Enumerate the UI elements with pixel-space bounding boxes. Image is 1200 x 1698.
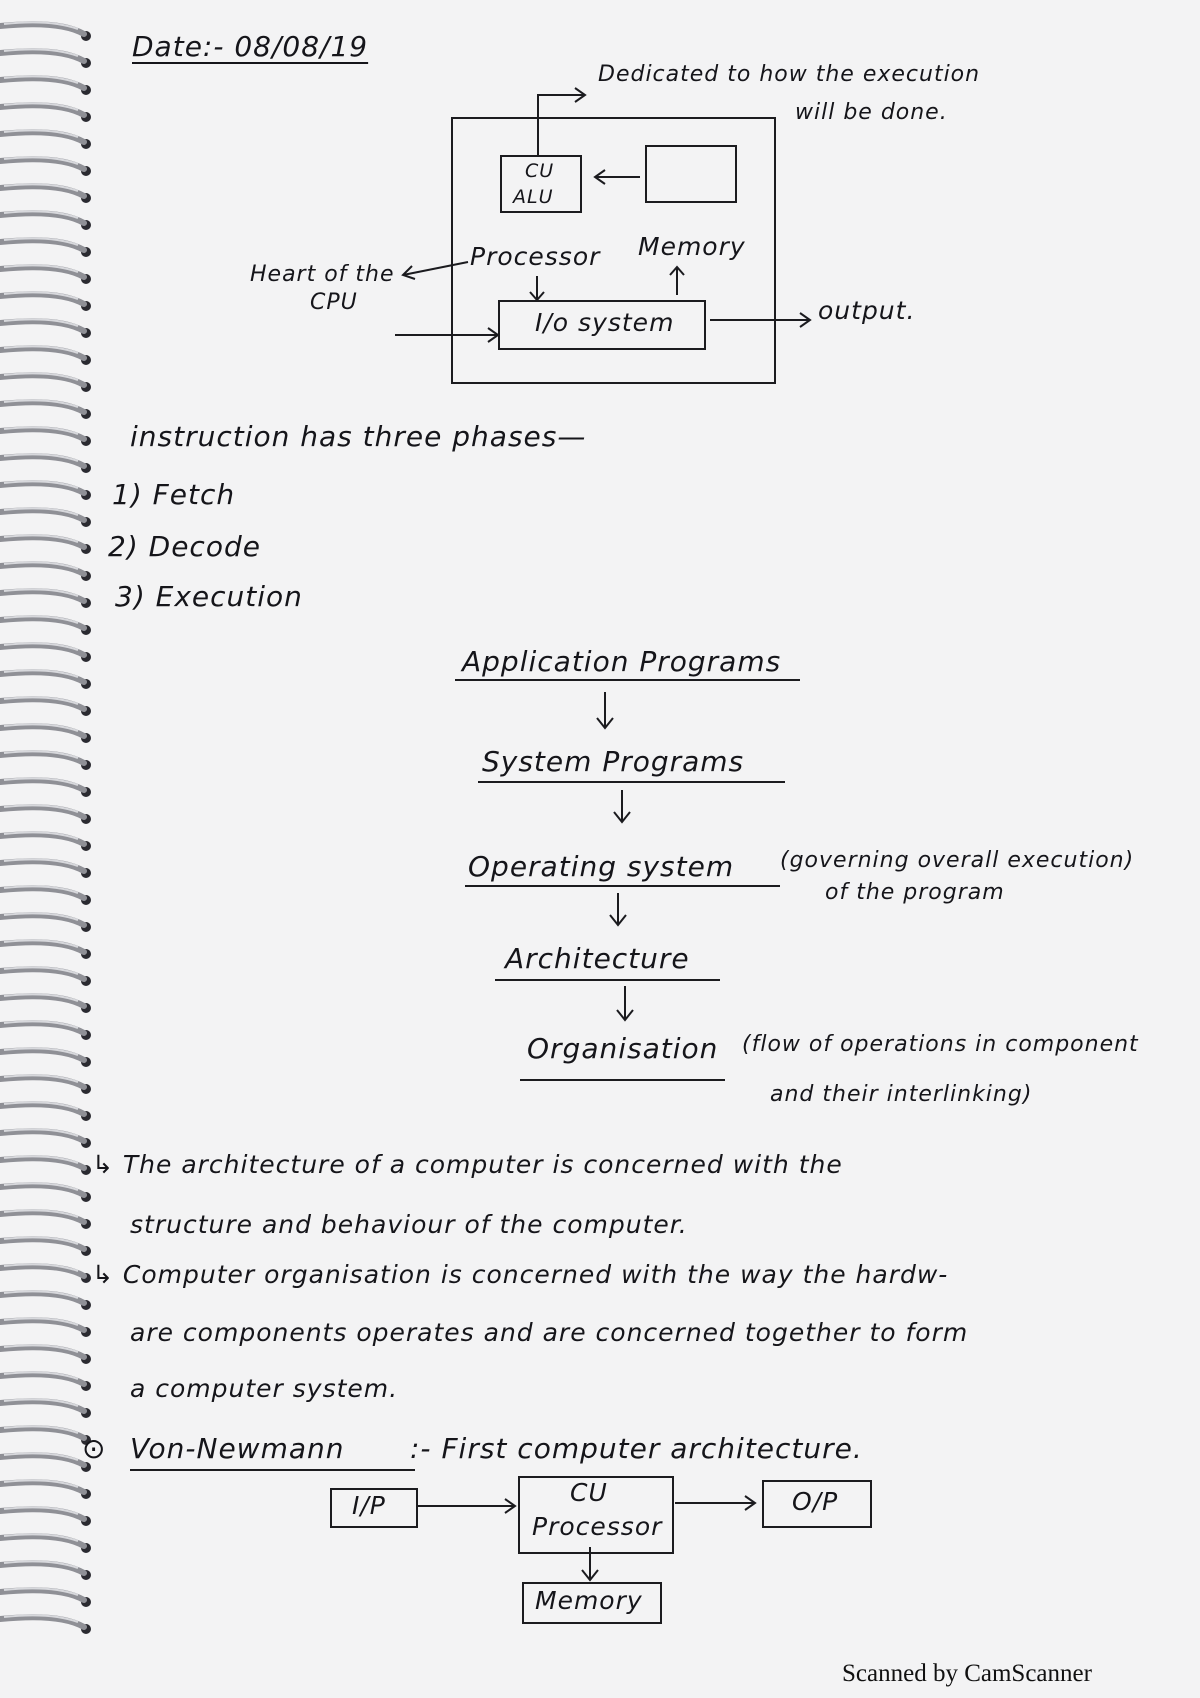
layer-application: Application Programs [462, 645, 782, 678]
output-label: output. [818, 296, 916, 325]
spiral-ring [0, 454, 91, 473]
spiral-ring [0, 1183, 91, 1202]
spiral-ring [0, 535, 91, 554]
spiral-ring [0, 562, 91, 581]
spiral-ring [0, 22, 91, 41]
spiral-ring [0, 130, 91, 149]
camscanner-footer: Scanned by CamScanner [842, 1660, 1092, 1687]
org-note-para-line3: a computer system. [130, 1374, 399, 1403]
spiral-ring [0, 1399, 91, 1418]
spiral-ring [0, 859, 91, 878]
spiral-ring [0, 1345, 91, 1364]
spiral-ring [0, 157, 91, 176]
arch-note-line1: ↳ The architecture of a computer is concerned with the [92, 1150, 843, 1179]
note-date: Date:- 08/08/19 [132, 30, 369, 63]
spiral-ring [0, 427, 91, 446]
spiral-ring [0, 1453, 91, 1472]
spiral-ring [0, 589, 91, 608]
vn-memory-label: Memory [535, 1586, 643, 1615]
alu-label: ALU [513, 186, 554, 208]
spiral-ring [0, 1237, 91, 1256]
spiral-ring [0, 1156, 91, 1175]
spiral-ring [0, 1615, 91, 1634]
io-system-label: I/o system [535, 308, 675, 337]
spiral-ring [0, 994, 91, 1013]
spiral-ring [0, 940, 91, 959]
spiral-ring [0, 1210, 91, 1229]
layer-architecture: Architecture [505, 942, 690, 975]
output-box-label: O/P [792, 1487, 839, 1516]
spiral-ring [0, 211, 91, 230]
spiral-ring [0, 832, 91, 851]
dedicated-note-line1: Dedicated to how the execution [598, 62, 981, 87]
spiral-ring [0, 1129, 91, 1148]
bullet-icon: ⊙ [82, 1432, 107, 1465]
org-note-para-line1: ↳ Computer organisation is concerned with the way the hardw- [92, 1260, 949, 1289]
layer-organisation: Organisation [527, 1032, 719, 1065]
spiral-ring [0, 1075, 91, 1094]
spiral-ring [0, 1102, 91, 1121]
heart-label-line1: Heart of the [250, 262, 395, 287]
spiral-ring [0, 1480, 91, 1499]
von-neumann-text: :- First computer architecture. [410, 1432, 863, 1465]
spiral-ring [0, 184, 91, 203]
phase-item: 3) Execution [115, 580, 303, 613]
spiral-ring [0, 886, 91, 905]
dedicated-note-line2: will be done. [795, 100, 948, 125]
spiral-ring [0, 1318, 91, 1337]
spiral-ring [0, 616, 91, 635]
spiral-ring [0, 1561, 91, 1580]
cu-label: CU [525, 160, 555, 182]
spiral-ring [0, 1588, 91, 1607]
spiral-ring [0, 508, 91, 527]
layer-system: System Programs [482, 745, 745, 778]
spiral-ring [0, 49, 91, 68]
phases-intro: instruction has three phases— [130, 420, 587, 453]
spiral-ring [0, 238, 91, 257]
os-note-line2: of the program [825, 880, 1005, 905]
spiral-ring [0, 481, 91, 500]
org-note-line1: (flow of operations in component [742, 1032, 1139, 1057]
spiral-ring [0, 967, 91, 986]
spiral-ring [0, 697, 91, 716]
spiral-ring [0, 1048, 91, 1067]
spiral-ring [0, 643, 91, 662]
org-note-para-line2: are components operates and are concerned together to form [130, 1318, 969, 1347]
org-note-line2: and their interlinking) [770, 1082, 1033, 1107]
spiral-ring [0, 1021, 91, 1040]
phase-item: 1) Fetch [112, 478, 236, 511]
von-neumann-heading: Von-Newmann [130, 1432, 345, 1465]
layer-os: Operating system [468, 850, 735, 883]
spiral-ring [0, 76, 91, 95]
memory-label: Memory [638, 232, 746, 261]
spiral-ring [0, 751, 91, 770]
spiral-ring [0, 400, 91, 419]
vn-processor-label: Processor [532, 1512, 663, 1541]
spiral-ring [0, 1534, 91, 1553]
spiral-ring [0, 103, 91, 122]
spiral-ring [0, 670, 91, 689]
arch-note-line2: structure and behaviour of the computer. [130, 1210, 688, 1239]
spiral-ring [0, 1291, 91, 1310]
spiral-ring [0, 319, 91, 338]
spiral-ring [0, 373, 91, 392]
phase-item: 2) Decode [108, 530, 261, 563]
spiral-ring [0, 346, 91, 365]
spiral-ring [0, 1507, 91, 1526]
spiral-ring [0, 778, 91, 797]
processor-label: Processor [470, 242, 601, 271]
spiral-ring [0, 805, 91, 824]
spiral-ring [0, 265, 91, 284]
vn-cu-label: CU [570, 1478, 608, 1507]
heart-label-line2: CPU [310, 290, 358, 315]
spiral-binding [0, 0, 110, 1660]
spiral-ring [0, 1264, 91, 1283]
memory-box [645, 145, 737, 203]
spiral-ring [0, 913, 91, 932]
input-label: I/P [352, 1491, 386, 1520]
spiral-ring [0, 1372, 91, 1391]
spiral-ring [0, 724, 91, 743]
os-note-line1: (governing overall execution) [780, 848, 1135, 873]
spiral-ring [0, 1426, 91, 1445]
spiral-ring [0, 292, 91, 311]
